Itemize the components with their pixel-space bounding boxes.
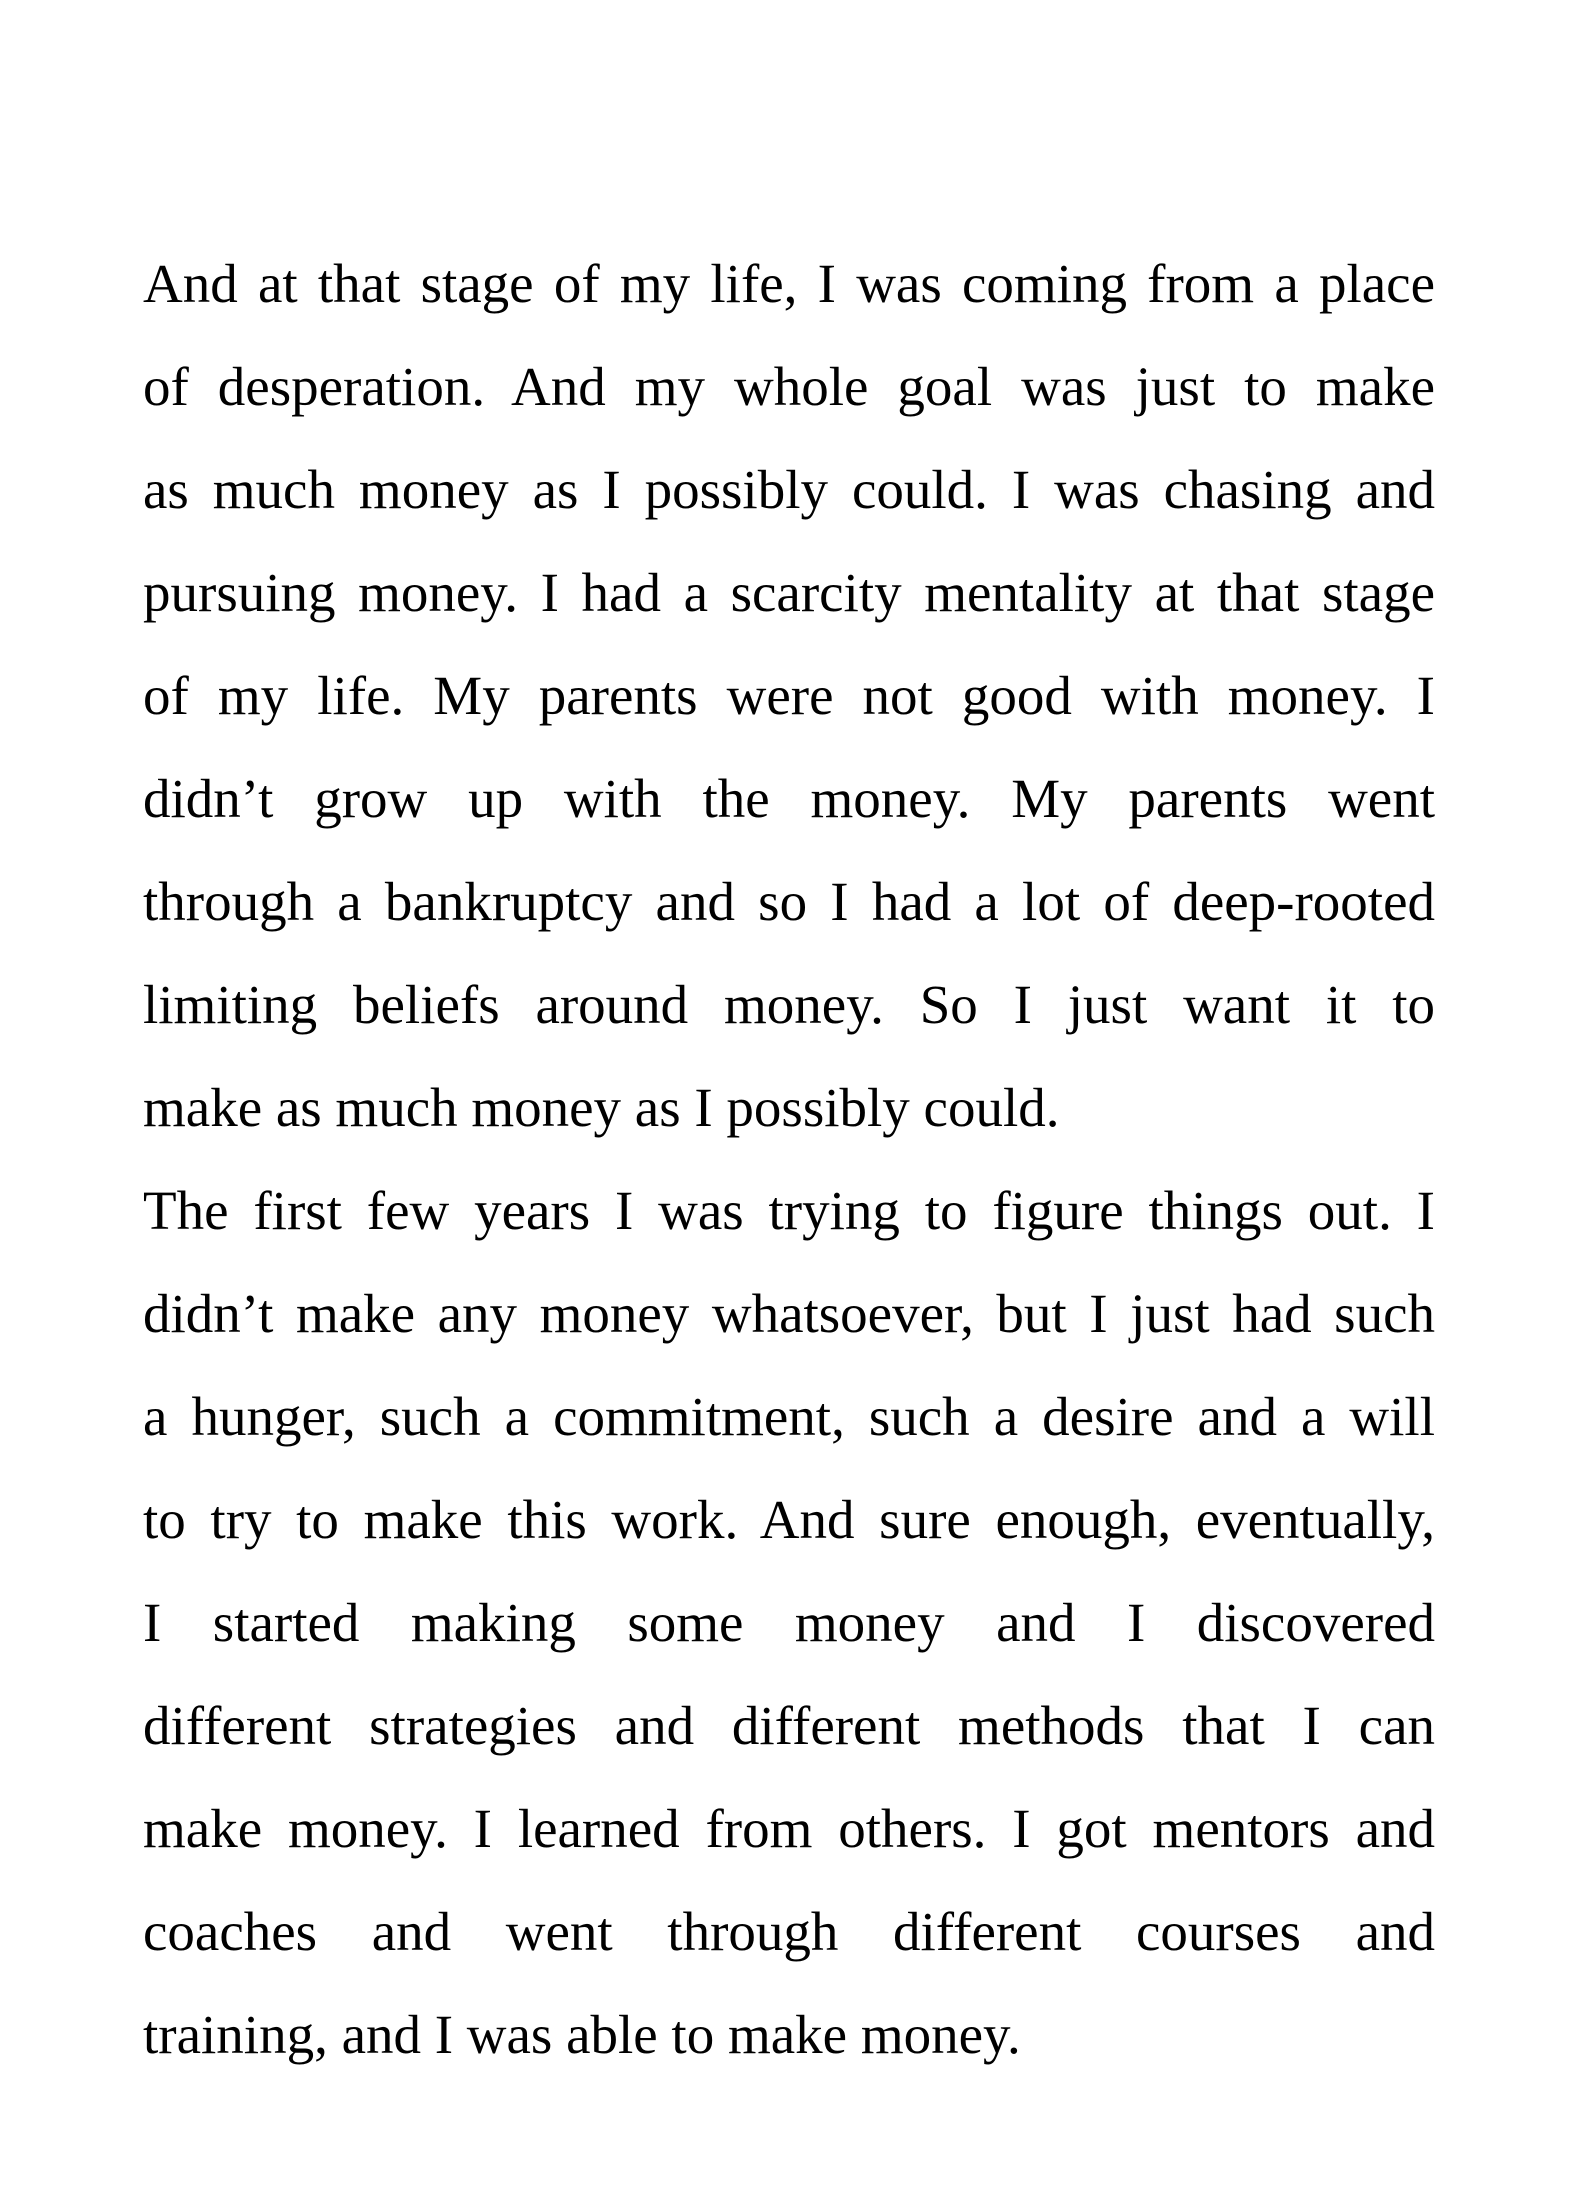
text-line: limiting beliefs around money. So I just want it to — [143, 974, 1435, 1035]
text-line: The first few years I was trying to figure things out. I — [143, 1180, 1435, 1241]
text-line: of desperation. And my whole goal was just to make — [143, 356, 1435, 417]
text-line: to try to make this work. And sure enough, eventually, — [143, 1489, 1435, 1550]
text-line: I started making some money and I discovered — [143, 1592, 1435, 1653]
text-line: different strategies and different methods that I can — [143, 1695, 1435, 1756]
body-text — [143, 232, 1435, 2086]
text-line: through a bankruptcy and so I had a lot of deep-rooted — [143, 871, 1435, 932]
text-line: of my life. My parents were not good with money. I — [143, 665, 1435, 726]
paragraph-2 — [143, 1159, 1435, 2086]
text-line: as much money as I possibly could. I was chasing and — [143, 459, 1435, 520]
text-line: didn’t make any money whatsoever, but I just had such — [143, 1283, 1435, 1344]
text-line: And at that stage of my life, I was coming from a place — [143, 253, 1435, 314]
text-line: coaches and went through different courses and — [143, 1901, 1435, 1962]
text-line: pursuing money. I had a scarcity mentality at that stage — [143, 562, 1435, 623]
text-line: make money. I learned from others. I got mentors and — [143, 1798, 1435, 1859]
text-line: make as much money as I possibly could. — [143, 1077, 1060, 1138]
text-line: didn’t grow up with the money. My parents went — [143, 768, 1435, 829]
text-line: a hunger, such a commitment, such a desire and a will — [143, 1386, 1435, 1447]
text-line: training, and I was able to make money. — [143, 2004, 1021, 2065]
paragraph-1 — [143, 232, 1435, 1159]
